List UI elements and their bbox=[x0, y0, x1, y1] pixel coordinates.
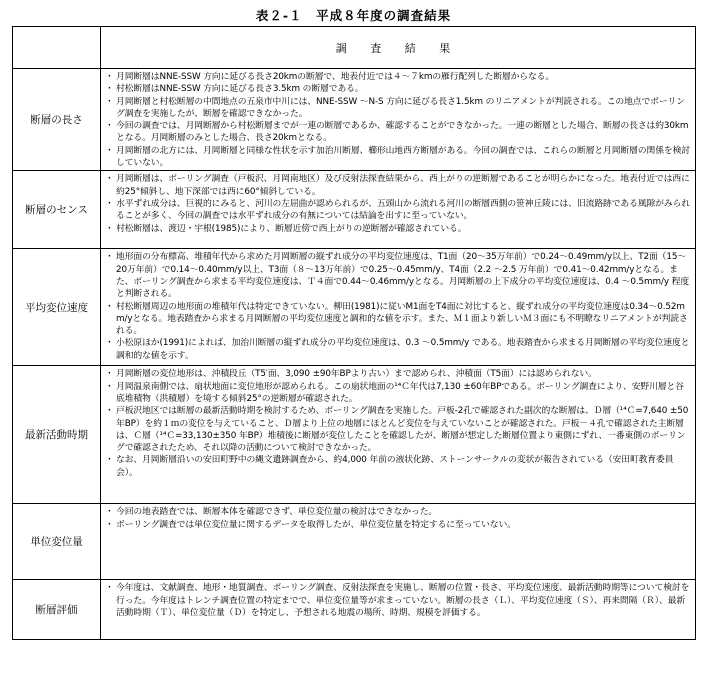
row-label-sense: 断層のセンス bbox=[13, 171, 101, 249]
list-item: ・ 戸板沢地区では断層の最新活動時期を検討するため、ボーリング調査を実施した。戸板-2孔で確認された副次的な断層は、Ｄ層（¹⁴Ｃ=7,640 ±50年BP）を約１ｍの変位を与えていること、Ｄ層より上位の地層にほとんど変位を与えていないことが確認された。戸板－４孔で確認された主断層は、Ｃ層（¹⁴Ｃ=33,130±350 年BP）堆積後に断層が変位したことを確認したが、断層が想定した断層位置より東側にずれ、一番東側のボーリングで確認されたため、それ以降の活動について検討できなかった。 bbox=[105, 405, 691, 454]
header-blank-cell bbox=[13, 27, 101, 69]
row-content-evaluation bbox=[101, 580, 696, 640]
list-item: ・ 村松断層はNNE-SSW 方向に延びる長さ3.5km の断層である。 bbox=[105, 83, 691, 95]
table-row bbox=[13, 580, 696, 640]
list-item: ・ 月岡断層はNNE-SSW 方向に延びる長さ20kmの断層で、地表付近では４～７kmの雁行配列した断層からなる。 bbox=[105, 71, 691, 83]
list-item: ・ 月岡断層の北方には、月岡断層と同様な性状を示す加治川断層、櫛形山地西方断層がある。今回の調査では、これらの断層と月岡断層の関係を検討していない。 bbox=[105, 145, 691, 170]
list-item: ・ 村松断層周辺の地形面の堆積年代は特定できていない。柳田(1981)に従いM1面をT4面に対比すると、縦ずれ成分の平均変位速度は0.34～0.52mm/yとなる。地表踏査から求まる月岡断層の平均変位速度と調和的な値を示す。また、Ｍ１面より新しいＭ３面にも不明瞭なリニアメントが判読される。 bbox=[105, 301, 691, 338]
list-item: ・ 月岡断層と村松断層の中間地点の五泉市中川には、NNE-SSW ～N-S 方向に延びる長さ1.5km のリニアメントが判読される。この地点でボーリング調査を実施したが、断層を確認できなかった。 bbox=[105, 96, 691, 121]
list-item: ・ 月岡温泉南側では、扇状地面に変位地形が認められる。この扇状地面の¹⁴Ｃ年代は7,130 ±60年BPである。ボーリング調査により、安野川層と谷底堆積物（洪積層）を境する傾斜25°の逆断層が確認された。 bbox=[105, 381, 691, 406]
row-content-length bbox=[101, 69, 696, 171]
row-label-length: 断層の長さ bbox=[13, 69, 101, 171]
list-item: ・ 今回の調査では、月岡断層から村松断層までが一連の断層であるか、確認することができなかった。一連の断層とした場合、断層の長さは約30kmとなる。月岡断層のみとした場合、長さ20kmとなる。 bbox=[105, 120, 691, 145]
list-item: ・ 水平ずれ成分は、巨視的にみると、河川の左屈曲が認められるが、五頭山から流れる河川の断層西側の笹神丘陵には、旧流路跡である風隙がみられることが多く、今回の調査では水平ずれ成分の有無については結論を出すに至っていない。 bbox=[105, 198, 691, 223]
table-row bbox=[13, 171, 696, 249]
table-row bbox=[13, 69, 696, 171]
list-item: ・ 今年度は、文献調査、地形・地質調査、ボーリング調査、反射法探査を実施し、断層の位置・長さ、平均変位速度、最新活動時期等について検討を行った。今年度はトレンチ調査位置の特定までで、単位変位量等が求まっていない。断層の長さ（Ｌ）、平均変位速度（Ｓ）、再来間隔（Ｒ）、最新活動時期（Ｔ）、単位変位量（Ｄ）を特定し、予想される地震の場所、時期、規模を評価する。 bbox=[105, 582, 691, 619]
row-label-unit-displacement: 単位変位量 bbox=[13, 504, 101, 580]
table-row bbox=[13, 366, 696, 504]
list-item: ・ 小松原ほか(1991)によれば、加治川断層の縦ずれ成分の平均変位速度は、0.3 ～0.5mm/y である。地表踏査から求まる月岡断層の平均変位速度と調和的な値を示す。 bbox=[105, 337, 691, 362]
table-title: 表２-１ 平成８年度の調査結果 bbox=[255, 8, 452, 23]
row-label-evaluation: 断層評価 bbox=[13, 580, 101, 640]
column-header: 調 査 結 果 bbox=[101, 27, 696, 69]
row-content-sense bbox=[101, 171, 696, 249]
row-content-latest-activity bbox=[101, 366, 696, 504]
list-item: ・ 村松断層は、渡辺・宇根(1985)により、断層近傍で西上がりの逆断層が確認されている。 bbox=[105, 223, 691, 235]
list-item: ・ ボーリング調査では単位変位量に関するデータを取得したが、単位変位量を特定するに至っていない。 bbox=[105, 519, 691, 531]
list-item: ・ 今回の地表踏査では、断層本体を確認できず、単位変位量の検討はできなかった。 bbox=[105, 506, 691, 518]
table-row bbox=[13, 504, 696, 580]
row-content-unit-displacement bbox=[101, 504, 696, 580]
table-row bbox=[13, 249, 696, 366]
list-item: ・ 月岡断層の変位地形は、沖積段丘（T5′面、3,090 ±90年BPより古い）まで認められ、沖積面（T5面）には認められない。 bbox=[105, 368, 691, 380]
row-label-latest-activity: 最新活動時期 bbox=[13, 366, 101, 504]
list-item: ・ 地形面の分布標高、堆積年代から求めた月岡断層の縦ずれ成分の平均変位速度は、T1面（20～35万年前）で0.24～0.49mm/y以上、T2面（15～20万年前）で0.14～0.40mm/y以上、T3面（８～13万年前）で0.25～0.45mm/y、T4面（2.2 ～2.5 万年前）で0.41～0.42mm/yとなる。また、ボーリング調査から求まる平均変位速度は、Ｔ４面で0.44～0.46mm/yとなる。月岡断層の上下成分の平均変位速度は、0.4 ～0.5mm/y 程度と判断される。 bbox=[105, 251, 691, 300]
results-table bbox=[12, 26, 696, 640]
list-item: ・ なお、月岡断層沿いの安田町野中の縄文遺跡調査から、約4,000 年前の液状化跡、ストーンサークルの変状が報告されている（安田町教育委員会）。 bbox=[105, 454, 691, 479]
row-label-slip-rate: 平均変位速度 bbox=[13, 249, 101, 366]
header-row bbox=[13, 27, 696, 69]
row-content-slip-rate bbox=[101, 249, 696, 366]
list-item: ・ 月岡断層は、ボーリング調査（戸板沢、月岡南地区）及び反射法探査結果から、西上がりの逆断層であることが明らかになった。地表付近では西に約25°傾斜し、地下深部では西に60°傾斜している。 bbox=[105, 173, 691, 198]
